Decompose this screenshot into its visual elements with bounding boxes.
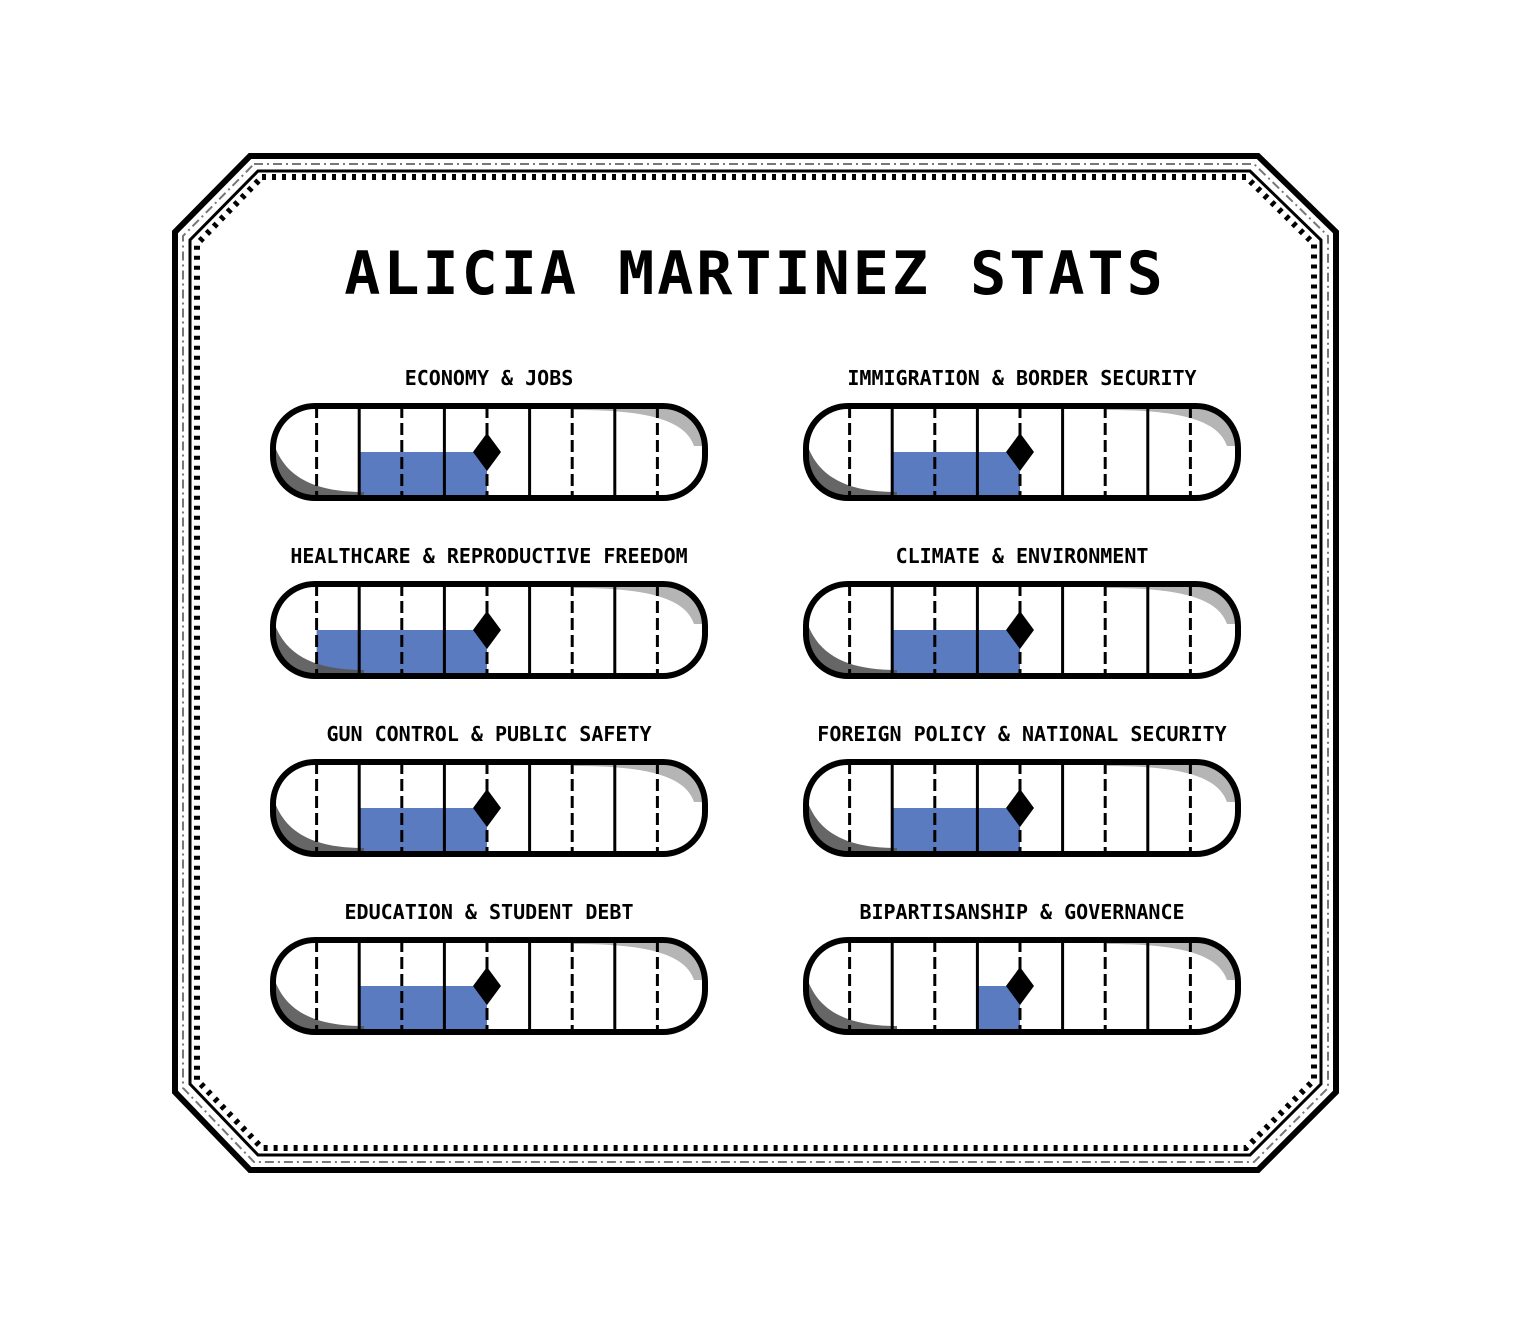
gauge-fill-bar — [359, 808, 487, 854]
gauge-fill-bar — [359, 452, 487, 498]
gauge-fill-bar — [892, 630, 1020, 676]
page-title: ALICIA MARTINEZ STATS — [344, 239, 1166, 309]
stat-label: FOREIGN POLICY & NATIONAL SECURITY — [817, 722, 1227, 746]
stat-label: CLIMATE & ENVIRONMENT — [895, 544, 1149, 568]
stat-gauge — [797, 934, 1247, 1038]
stat-label: EDUCATION & STUDENT DEBT — [344, 900, 634, 924]
gauge-fill-bar — [359, 986, 487, 1032]
stat-gauge — [797, 578, 1247, 682]
stat-gauge — [264, 400, 714, 504]
stat-gauge — [264, 934, 714, 1038]
gauge-fill-bar — [892, 452, 1020, 498]
stat-label: ECONOMY & JOBS — [404, 366, 574, 390]
stat-label: BIPARTISANSHIP & GOVERNANCE — [859, 900, 1185, 924]
stat-label: IMMIGRATION & BORDER SECURITY — [847, 366, 1197, 390]
gauge-fill-bar — [892, 808, 1020, 854]
stat-gauge — [797, 400, 1247, 504]
stat-gauge — [264, 578, 714, 682]
stat-gauge — [797, 756, 1247, 860]
stat-gauge — [264, 756, 714, 860]
stat-label: HEALTHCARE & REPRODUCTIVE FREEDOM — [290, 544, 688, 568]
stat-label: GUN CONTROL & PUBLIC SAFETY — [326, 722, 652, 746]
